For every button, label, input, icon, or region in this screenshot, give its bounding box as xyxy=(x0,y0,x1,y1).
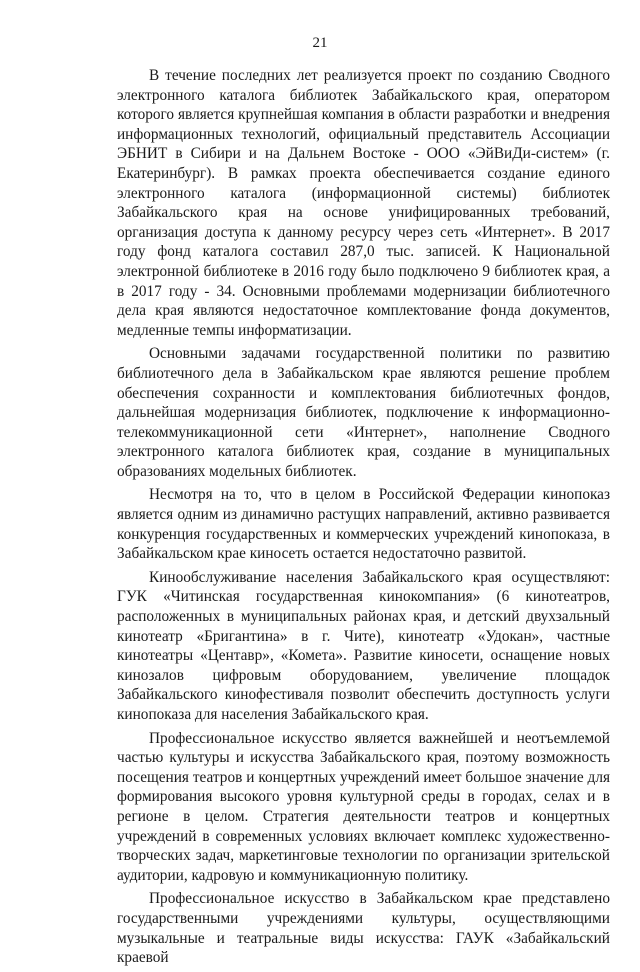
page-number: 21 xyxy=(312,35,328,51)
document-body xyxy=(117,66,610,972)
paragraph: Несмотря на то, что в целом в Российской Федерации кинопоказ является одним из динамично растущих направлений, активно развивается конкуренция государственных и коммерческих учреждений кинопоказа, в Забайкальском крае киносеть остается недостаточно развитой. xyxy=(117,486,610,563)
paragraph: В течение последних лет реализуется проект по созданию Сводного электронного каталога библиотек Забайкальского края, оператором которого является крупнейшая компания в области разработки и внедрения информационных технологий, официальный представитель Ассоциации ЭБНИТ в Сибири и на Дальнем Востоке - ООО «ЭйВиДи-систем» (г. Екатеринбург). В рамках проекта обеспечивается создание единого электронного каталога (информационной системы) библиотек Забайкальского края на основе унифицированных требований, организация доступа к данному ресурсу через сеть «Интернет». В 2017 году фонд каталога составил 287,0 тыс. записей. К Национальной электронной библиотеке в 2016 году было подключено 9 библиотек края, а в 2017 году - 34. Основными проблемами модернизации библиотечного дела края являются недостаточное комплектование фонда документов, медленные темпы информатизации. xyxy=(117,67,610,339)
paragraph: Профессиональное искусство является важнейшей и неотъемлемой частью культуры и искусства Забайкальского края, поэтому возможность посещения театров и концертных учреждений имеет большое значение для формирования высокого уровня культурной среды в городах, селах и в регионе в целом. Стратегия деятельности театров и концертных учреждений в современных условиях включает комплекс художественно-творческих задач, маркетинговые технологии по организации зрительской аудитории, кадровую и коммуникационную политику. xyxy=(117,729,610,884)
paragraph: Профессиональное искусство в Забайкальском крае представлено государственными учреждениями культуры, осуществляющими музыкальные и театральные виды искусства: ГАУК «Забайкальский краевой xyxy=(117,890,610,967)
paragraph: Основными задачами государственной политики по развитию библиотечного дела в Забайкальском крае являются решение проблем обеспечения сохранности и комплектования библиотечных фондов, дальнейшая модернизация библиотек, подключение к информационно-телекоммуникационной сети «Интернет», наполнение Сводного электронного каталога библиотек края, создание в муниципальных образованиях модельных библиотек. xyxy=(117,345,610,480)
paragraph: Кинообслуживание населения Забайкальского края осуществляют: ГУК «Читинская государственная кинокомпания» (6 кинотеатров, расположенных в муниципальных районах края, и детский двухзальный кинотеатр «Бригантина» в г. Чите), кинотеатр «Удокан», частные кинотеатры «Центавр», «Комета». Развитие киносети, оснащение новых кинозалов цифровым оборудованием, увеличение площадок Забайкальского кинофестиваля позволит обеспечить доступность услуги кинопоказа для населения Забайкальского края. xyxy=(117,568,610,723)
